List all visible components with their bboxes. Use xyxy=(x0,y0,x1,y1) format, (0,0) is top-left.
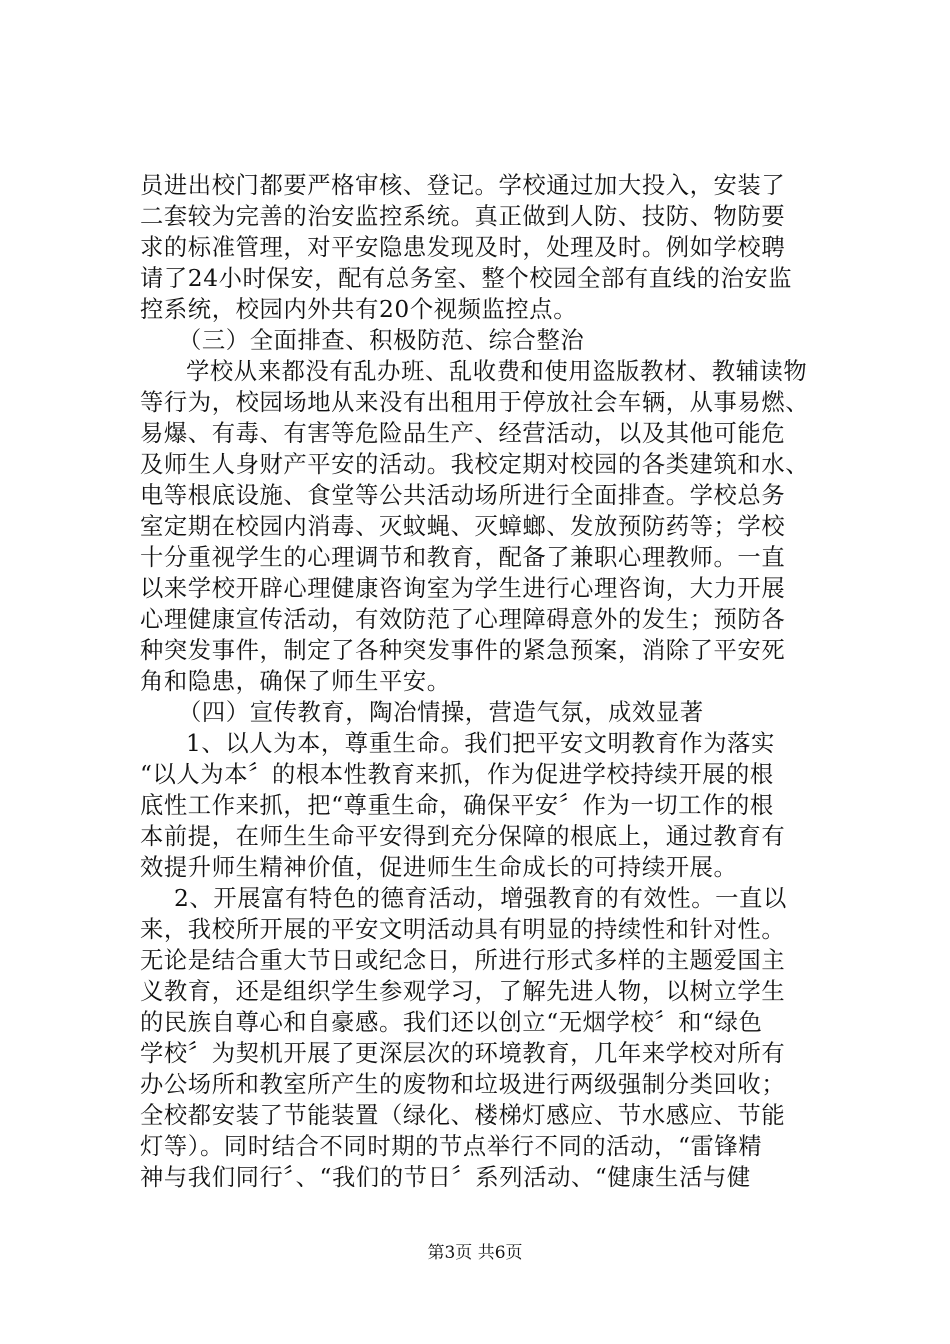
text-line: 办公场所和教室所产生的废物和垃圾进行两级强制分类回收； xyxy=(140,1071,786,1098)
text-line: 义教育，还是组织学生参观学习，了解先进人物，以树立学生 xyxy=(140,978,786,1005)
text-line: 求的标准管理，对平安隐患发现及时，处理及时。例如学校聘 xyxy=(140,234,786,261)
text-line: “以人为本〞的根本性教育来抓，作为促进学校持续开展的根 xyxy=(140,761,774,788)
text-line: 易爆、有毒、有害等危险品生产、经营活动，以及其他可能危 xyxy=(140,420,786,447)
text-line: 员进出校门都要严格审核、登记。学校通过加大投入，安装了 xyxy=(140,172,786,199)
text-line: 来，我校所开展的平安文明活动具有明显的持续性和针对性。 xyxy=(140,916,786,943)
section-heading: （四）宣传教育，陶冶情操，营造气氛，成效显著 xyxy=(178,699,704,726)
text-line: 室定期在校园内消毒、灭蚊蝇、灭蟑螂、发放预防药等；学校 xyxy=(140,513,786,540)
text-line: 学校从来都没有乱办班、乱收费和使用盗版教材、教辅读物 xyxy=(186,358,808,385)
page-number-label: 第3页 共6页 xyxy=(427,1243,523,1263)
text-line: 以来学校开辟心理健康咨询室为学生进行心理咨询，大力开展 xyxy=(140,575,786,602)
text-line: 控系统，校园内外共有20个视频监控点。 xyxy=(140,296,578,323)
text-line: 1、以人为本，尊重生命。我们把平安文明教育作为落实 xyxy=(186,730,775,757)
section-heading: （三）全面排查、积极防范、综合整治 xyxy=(178,327,585,354)
text-line: 及师生人身财产平安的活动。我校定期对校园的各类建筑和水、 xyxy=(140,451,810,478)
text-line: 电等根底设施、食堂等公共活动场所进行全面排查。学校总务 xyxy=(140,482,786,509)
text-line: 灯等）。同时结合不同时期的节点举行不同的活动，“雷锋精 xyxy=(140,1133,763,1160)
text-line: 心理健康宣传活动，有效防范了心理障碍意外的发生；预防各 xyxy=(140,606,786,633)
text-line: 本前提，在师生生命平安得到充分保障的根底上，通过教育有 xyxy=(140,823,786,850)
text-line: 无论是结合重大节日或纪念日，所进行形式多样的主题爱国主 xyxy=(140,947,786,974)
text-line: 二套较为完善的治安监控系统。真正做到人防、技防、物防要 xyxy=(140,203,786,230)
text-line: 等行为，校园场地从来没有出租用于停放社会车辆，从事易燃、 xyxy=(140,389,810,416)
text-line: 神与我们同行〞、“我们的节日〞系列活动、“健康生活与健 xyxy=(140,1164,751,1191)
text-line: 种突发事件，制定了各种突发事件的紧急预案，消除了平安死 xyxy=(140,637,786,664)
text-line: 角和隐患，确保了师生平安。 xyxy=(140,668,451,695)
text-line: 全校都安装了节能装置（绿化、楼梯灯感应、节水感应、节能 xyxy=(140,1102,786,1129)
text-line: 的民族自尊心和自豪感。我们还以创立“无烟学校〞和“绿色 xyxy=(140,1009,763,1036)
text-line: 十分重视学生的心理调节和教育，配备了兼职心理教师。一直 xyxy=(140,544,786,571)
page-footer xyxy=(0,1242,950,1264)
text-line: 效提升师生精神价值，促进师生生命成长的可持续开展。 xyxy=(140,854,738,881)
text-line: 请了24小时保安，配有总务室、整个校园全部有直线的治安监 xyxy=(140,265,793,292)
text-line: 2、开展富有特色的德育活动，增强教育的有效性。一直以 xyxy=(174,885,787,912)
document-body xyxy=(130,170,830,1193)
text-line: 学校〞为契机开展了更深层次的环境教育，几年来学校对所有 xyxy=(140,1040,786,1067)
text-line: 底性工作来抓，把“尊重生命，确保平安〞作为一切工作的根 xyxy=(140,792,774,819)
